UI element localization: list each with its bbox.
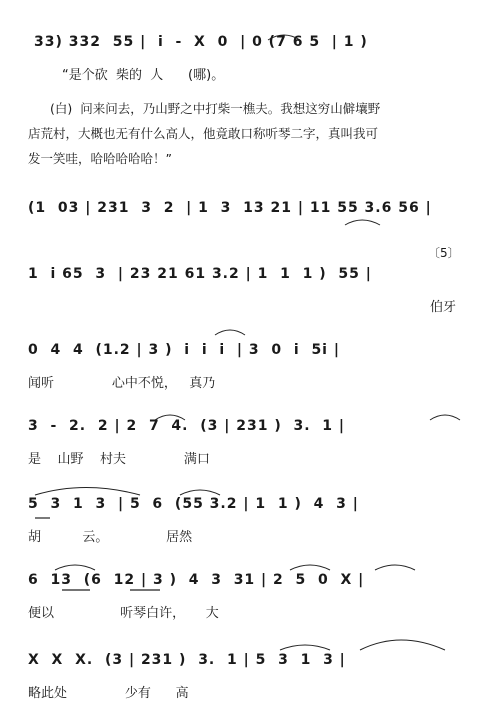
staff-7-notes: X X X. (3 | 231 ) 3. 1 | 5 3 1 3 | bbox=[28, 652, 346, 668]
staff-7-lyrics: 略此处 少有 高 bbox=[28, 686, 189, 701]
top-staff-lyrics: “是个砍 柴的 人 (哪)。 bbox=[62, 68, 225, 83]
slur bbox=[290, 565, 330, 570]
slur bbox=[375, 565, 415, 570]
staff-2-lyrics: 伯牙 bbox=[430, 300, 457, 315]
staff-3-lyrics: 闻听 心中不悦， 真乃 bbox=[28, 376, 216, 391]
slur bbox=[55, 565, 95, 570]
section-marker: 〔5〕 bbox=[428, 246, 460, 260]
top-staff-notes: 33) 332 55 | i - X 0 | 0 (7 6 5 | 1 ) bbox=[34, 34, 368, 50]
staff-6-notes: 6 13 (6 12 | 3 ) 4 3 31 | 2 5 0 X | bbox=[28, 572, 365, 588]
staff-1-notes: (1 03 | 231 3 2 | 1 3 13 21 | 11 55 3.6 56 | bbox=[28, 200, 432, 216]
slur bbox=[215, 330, 245, 335]
slur bbox=[180, 490, 220, 495]
spoken-line-2: 店荒村，大概也无有什么高人，他竟敢口称听琴二字，真叫我可 bbox=[28, 126, 379, 141]
staff-5-lyrics: 胡 云。 居然 bbox=[28, 530, 193, 545]
staff-4-lyrics: 是 山野 村夫 满口 bbox=[28, 452, 210, 467]
slur bbox=[35, 488, 140, 496]
staff-3-notes: 0 4 4 (1.2 | 3 ) i i i | 3 0 i 5i | bbox=[28, 342, 340, 358]
staff-4-notes: 3 - 2. 2 | 2 7 4. (3 | 231 ) 3. 1 | bbox=[28, 418, 346, 434]
slur bbox=[345, 220, 380, 225]
slur bbox=[430, 415, 460, 420]
staff-5-notes: 5 3 1 3 | 5 6 (55 3.2 | 1 1 ) 4 3 | bbox=[28, 496, 359, 512]
spoken-line-3: 发一笑哇，哈哈哈哈哈！” bbox=[28, 151, 172, 166]
spoken-line-1: (白) 问来问去，乃山野之中打柴一樵夫。我想这穷山僻壤野 bbox=[50, 101, 381, 116]
slur bbox=[360, 640, 445, 650]
staff-6-lyrics: 便以 听琴白许， 大 bbox=[28, 606, 219, 621]
staff-2-notes: 1 i 65 3 | 23 21 61 3.2 | 1 1 1 ) 55 | bbox=[28, 266, 372, 282]
slur bbox=[280, 645, 330, 650]
